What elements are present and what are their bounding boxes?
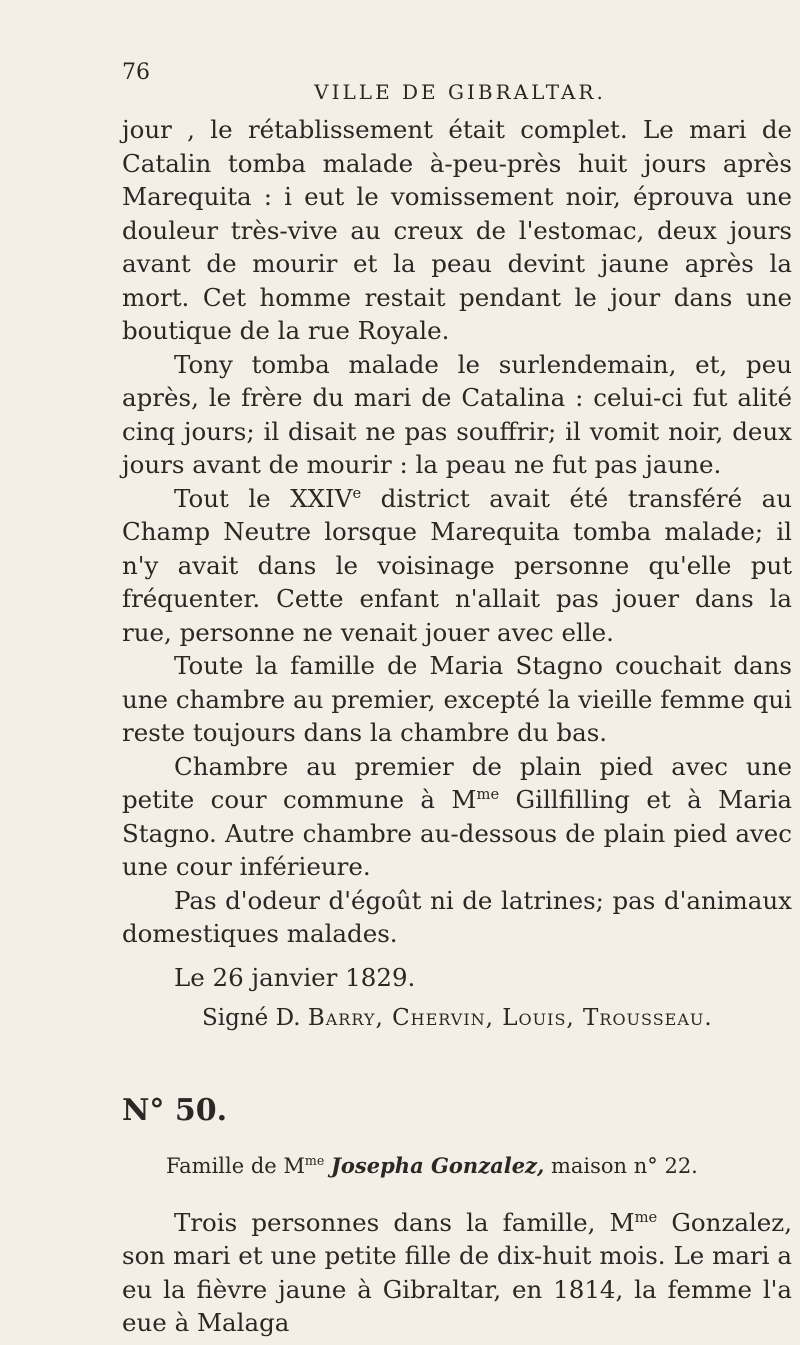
paragraph — [122, 750, 792, 884]
page-body — [122, 113, 792, 1340]
paragraph-text: district avait été transféré au Champ Neutre lorsque Marequita tomba malade; il n'y avait dans le voisinage personne qu'elle put fréquenter. Cette enfant n'allait pas jouer dans la rue, personne ne venait jouer avec elle. — [122, 483, 793, 647]
signature-prefix: Signé D. — [202, 1005, 301, 1031]
paragraph: Pas d'odeur d'égoût ni de latrines; pas d'animaux domestiques malades. — [122, 885, 792, 948]
superscript: me — [634, 1208, 658, 1226]
superscript: me — [304, 1153, 325, 1168]
signature-line — [122, 1002, 792, 1036]
paragraph: jour , le rétablissement était complet. Le mari de Catalin tomba malade à-peu-près huit jours après Marequita : i eut le vomissement noir, éprouva une douleur très-vive au creux de l'estomac, deux jours avant de mourir et la peau devint jaune après la mort. Cet homme restait pendant le jour dans une boutique de la rue Royale. — [122, 115, 792, 345]
running-head: VILLE DE GIBRALTAR. — [314, 80, 606, 104]
page-number: 76 — [122, 60, 150, 85]
paragraph-text: Trois personnes dans la famille, M — [174, 1207, 635, 1237]
section-heading: N° 50. — [122, 1092, 228, 1128]
paragraph: Tony tomba malade le surlendemain, et, peu après, le frère du mari de Catalina : celui-ci fut alité cinq jours; il disait ne pas souffrir; il vomit noir, deux jours avant de mourir : la peau ne fut pas jaune. — [122, 349, 792, 479]
paragraph-text: Gillfilling et à Maria Stagno. Autre chambre au-dessous de plain pied avec une cour inférieure. — [122, 785, 792, 881]
superscript: e — [352, 484, 362, 502]
family-prefix: Famille de M — [166, 1154, 305, 1178]
paragraph: Toute la famille de Maria Stagno couchait dans une chambre au premier, excepté la vieille femme qui reste toujours dans la chambre du bas. — [122, 651, 792, 747]
signature-names: Barry, Chervin, Louis, Trousseau. — [307, 1005, 713, 1031]
date-line: Le 26 janvier 1829. — [174, 962, 416, 992]
paragraph-text: Chambre au premier de plain pied avec une petite cour commune à M — [122, 751, 792, 814]
paragraph-text: Gonzalez, son mari et une petite fille de dix-huit mois. Le mari a eu la fièvre jaune à Gibraltar, en 1814, la femme l'a eue à Malaga — [122, 1207, 792, 1337]
family-address: maison n° 22. — [550, 1154, 698, 1178]
paragraph — [122, 1206, 792, 1340]
family-subtitle — [122, 1149, 792, 1184]
superscript: me — [476, 785, 500, 803]
family-name: Josepha Gonzalez, — [330, 1153, 545, 1178]
paragraph — [122, 482, 792, 650]
paragraph-text: Tout le XXIV — [174, 483, 353, 513]
